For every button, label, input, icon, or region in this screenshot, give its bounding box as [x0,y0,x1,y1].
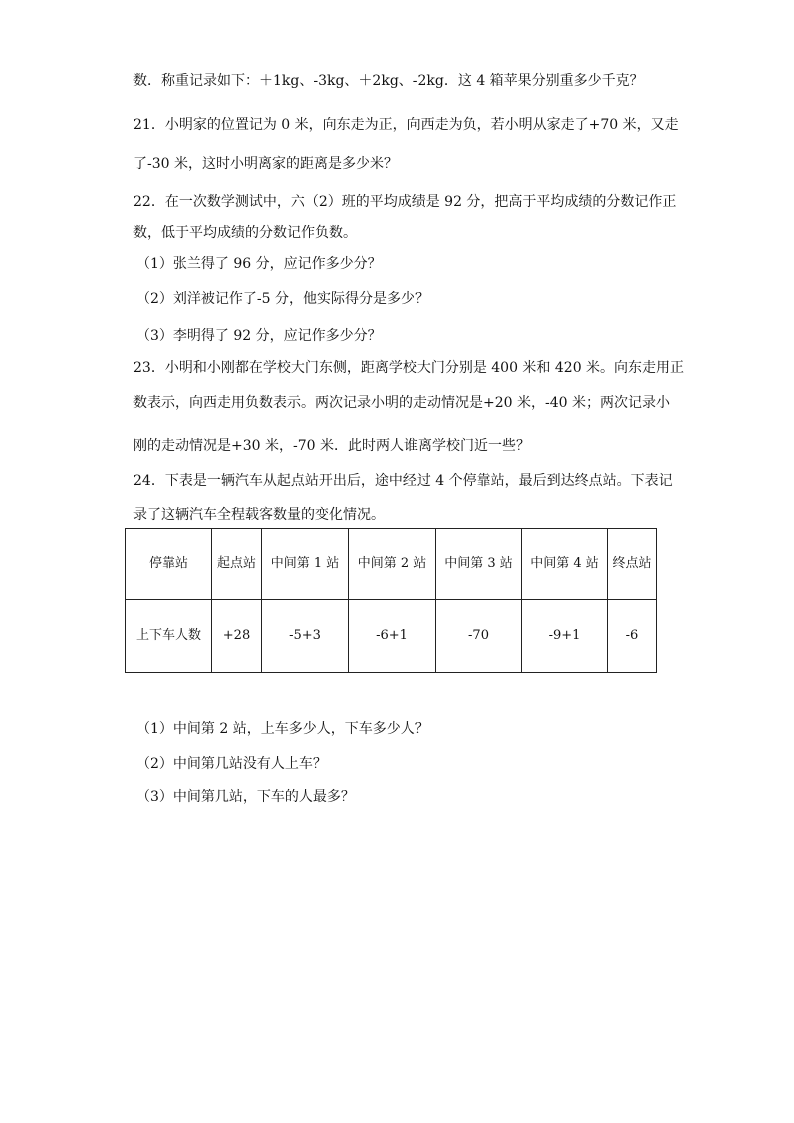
table-header-cell: 终点站 [608,529,657,600]
table-cell: -70 [436,600,522,673]
q21-text-line1: 21．小明家的位置记为 0 米，向东走为正，向西走为负，若小明从家走了+70 米，又走 [133,117,679,133]
table-row-label: 上下车人数 [126,600,212,673]
q22-subquestion-1: （1）张兰得了 96 分，应记作多少分？ [136,256,382,272]
table-cell: -6+1 [349,600,436,673]
q24-subquestion-3: （3）中间第几站，下车的人最多？ [136,789,355,805]
table-header-cell: 中间第 3 站 [436,529,522,600]
table-header-cell: 中间第 1 站 [262,529,349,600]
q22-subquestion-3: （3）李明得了 92 分，应记作多少分？ [136,328,382,344]
q22-text-line2: 数，低于平均成绩的分数记作负数。 [133,225,357,241]
table-header-row [126,529,657,600]
table-header-cell: 中间第 4 站 [522,529,608,600]
q23-text-line2: 数表示，向西走用负数表示。两次记录小明的走动情况是+20 米，-40 米；两次记录小 [133,395,670,411]
table-header-cell: 起点站 [212,529,262,600]
table-cell: +28 [212,600,262,673]
q24-subquestion-1: （1）中间第 2 站，上车多少人，下车多少人？ [136,721,429,737]
table-header-cell: 停靠站 [126,529,212,600]
q21-text-line2: 了-30 米，这时小明离家的距离是多少米？ [133,156,398,172]
q22-text-line1: 22．在一次数学测试中，六（2）班的平均成绩是 92 分，把高于平均成绩的分数记作正 [133,194,677,210]
table-cell: -6 [608,600,657,673]
q24-text-line1: 24．下表是一辆汽车从起点站开出后，途中经过 4 个停靠站，最后到达终点站。下表记 [133,473,673,489]
passenger-change-table [125,528,657,673]
q24-text-line2: 录了这辆汽车全程载客数量的变化情况。 [133,507,385,523]
q22-subquestion-2: （2）刘洋被记作了-5 分，他实际得分是多少？ [136,291,429,307]
q24-subquestion-2: （2）中间第几站没有人上车？ [136,756,327,772]
table-cell: -5+3 [262,600,349,673]
table-header-cell: 中间第 2 站 [349,529,436,600]
q23-text-line3: 刚的走动情况是+30 米，-70 米．此时两人谁离学校门近一些？ [133,438,530,454]
q23-text-line1: 23．小明和小刚都在学校大门东侧，距离学校大门分别是 400 米和 420 米。向东走用正 [133,360,685,376]
table-row [126,600,657,673]
table-cell: -9+1 [522,600,608,673]
q20-text-tail: 数．称重记录如下：＋1kg、-3kg、＋2kg、-2kg．这 4 箱苹果分别重多少千克？ [133,73,644,89]
